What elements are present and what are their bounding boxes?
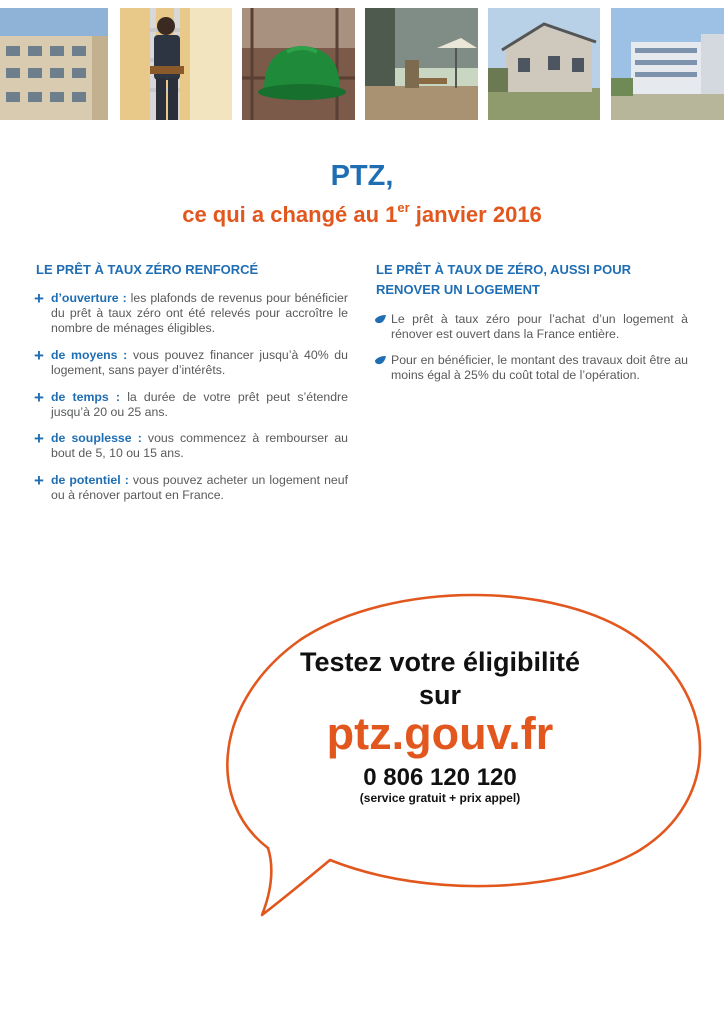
plus-icon: + [34,388,44,407]
right-column-heading: LE PRÊT À TAUX DE ZÉRO, AUSSI POUR RENOVER UN LOGEMENT [376,262,631,297]
list-item: de moyens : vous pouvez financer jusqu’à 40% du logement, sans payer d’intérêts. [51,348,348,377]
left-column-heading: LE PRÊT À TAUX ZÉRO RENFORCÉ [36,262,259,277]
plus-icon: + [34,289,44,308]
cta-line2: sur [418,680,462,710]
list-item: de potentiel : vous pouvez acheter un logement neuf ou à rénover partout en France. [51,473,349,502]
plus-icon: + [34,346,44,365]
list-item: de souplesse : vous commencez à rembourser au bout de 5, 10 ou 15 ans. [51,431,348,460]
list-item: Pour en bénéficier, le montant des travaux doit être au moins égal à 25% du coût total de l’opération. [391,353,688,382]
cta-url[interactable]: ptz.gouv.fr [326,708,554,759]
list-item: Le prêt à taux zéro pour l’achat d’un logement à rénover est ouvert dans la France entière. [391,312,688,341]
page-subtitle: ce qui a changé au 1er janvier 2016 [182,200,542,227]
list-item: de temps : la durée de votre prêt peut s’étendre jusqu’à 20 ou 25 ans. [51,390,348,419]
list-item: d’ouverture : les plafonds de revenus pour bénéficier du prêt à taux zéro ont été relevés pour accroître le nombre de ménages éligibles. [51,291,348,335]
plus-icon: + [34,471,44,490]
phone-note: (service gratuit + prix appel) [359,791,521,805]
cta-line1: Testez votre éligibilité [299,647,581,677]
phone-number: 0 806 120 120 [363,764,517,791]
page-title: PTZ, [330,160,394,192]
plus-icon: + [34,429,44,448]
